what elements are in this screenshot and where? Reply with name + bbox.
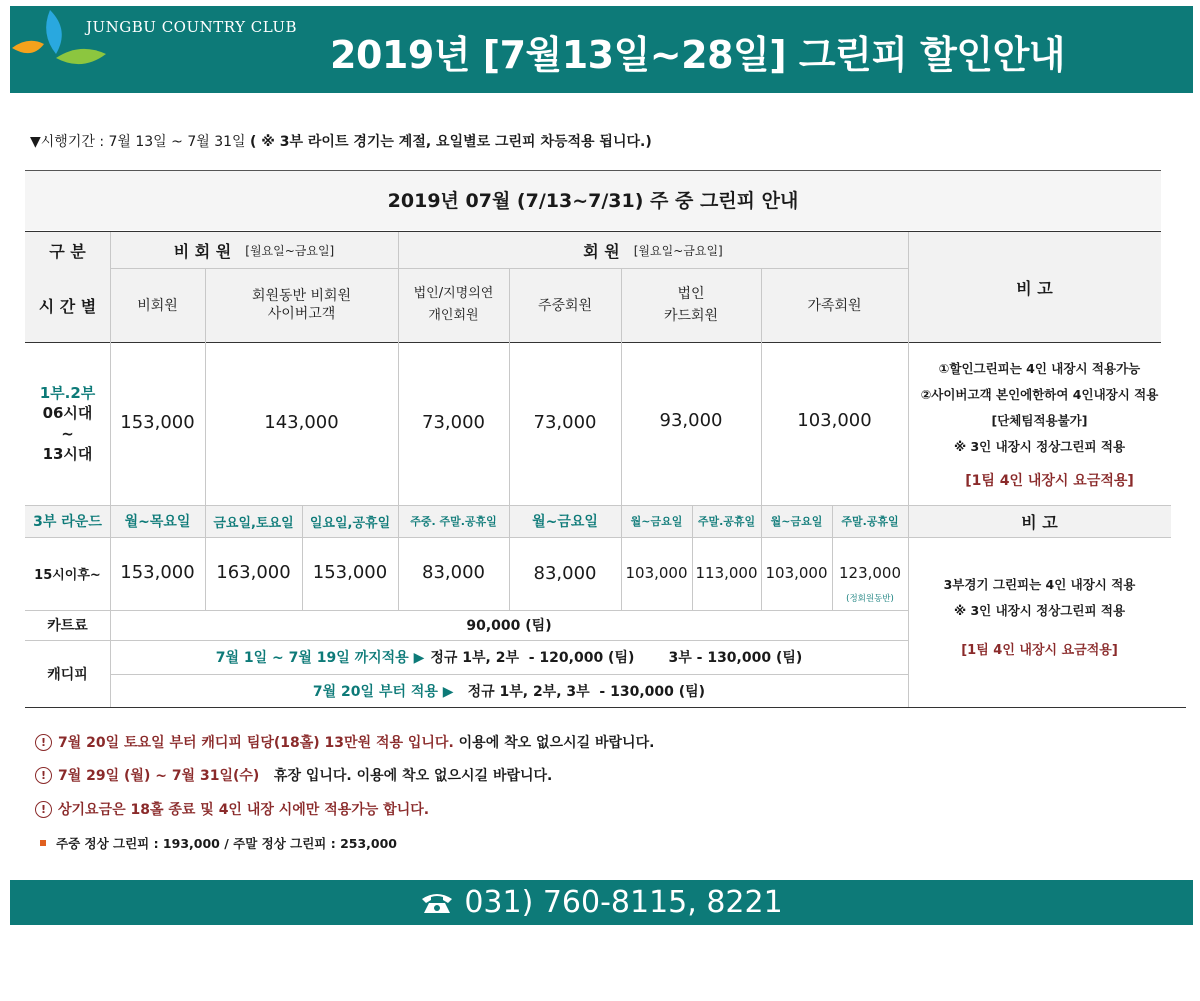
remark-red: [1팀 4인 내장시 요금적용]: [965, 473, 1134, 489]
cart-value: 90,000 (팀): [466, 618, 552, 634]
telephone-icon: [420, 891, 454, 915]
price-cell: 143,000: [264, 411, 339, 433]
normal-fee-line: [40, 834, 397, 852]
warning-icon: !: [35, 767, 52, 784]
col-corporate: 법인/지명의연 개인회원: [413, 285, 494, 323]
notice-2-red: 7월 29일 (월) ~ 7월 31일(수): [58, 768, 260, 784]
header-nonmember: [110, 232, 398, 268]
session3-remarks-header: 비 고: [1021, 512, 1058, 532]
caddie-line-1: [110, 640, 908, 674]
notice-3: [35, 799, 429, 819]
day-cell: 주중. 주말.공휴일: [410, 515, 497, 528]
price-cell: 123,000: [838, 564, 902, 582]
day-cell: 일요일,공휴일: [309, 515, 391, 531]
day-cell: 월~금요일: [770, 515, 823, 528]
warning-icon: !: [35, 734, 52, 751]
notice-3-red: 상기요금은 18홀 종료 및 4인 내장 시에만 적용가능 합니다.: [58, 802, 430, 818]
header-nonmember-days: [월요일~금요일]: [245, 243, 335, 258]
caddie-line-1-period: 7월 1일 ~ 7월 19일 까지적용 ▶: [215, 650, 425, 666]
session3-label: 3부 라운드: [33, 514, 102, 530]
price-cell: 73,000: [422, 411, 485, 433]
period-note: ( ※ 3부 라이트 경기는 계절, 요일별로 그린피 차등적용 됩니다.): [250, 134, 652, 150]
session12-tilde: ~: [61, 424, 74, 443]
price-cell: 103,000: [797, 409, 872, 431]
remark-line: ②사이버고객 본인에한하여 4인내장시 적용: [920, 387, 1159, 402]
table-top-border: [25, 170, 1161, 171]
session12-to: 13시대: [42, 444, 93, 463]
sub-note: (정회원동반): [846, 594, 894, 604]
day-cell: 월~목요일: [124, 514, 191, 530]
header-remarks: 비 고: [1016, 278, 1053, 298]
caddie-line-2: [110, 674, 908, 707]
col-card: 법인 카드회원: [663, 285, 719, 324]
price-cell: 103,000: [625, 564, 688, 582]
normal-fee: 주중 정상 그린피 : 193,000 / 주말 정상 그린피 : 253,000: [56, 836, 397, 851]
day-cell: 주말.공휴일: [697, 515, 756, 528]
price-cell: 153,000: [120, 561, 195, 583]
day-cell: 월~금요일: [630, 515, 683, 528]
session12-name: 1부.2부: [39, 384, 96, 402]
price-cell: 153,000: [312, 561, 388, 583]
remark-red: [1팀 4인 내장시 요금적용]: [961, 643, 1118, 658]
table-banner: 2019년 07월 (7/13~7/31) 주 중 그린피 안내: [387, 190, 799, 212]
remark-line: 3부경기 그린피는 4인 내장시 적용: [943, 577, 1136, 592]
col-weekday: 주중회원: [537, 298, 593, 314]
header-member: [398, 232, 908, 268]
remark-line: ①할인그린피는 4인 내장시 적용가능: [938, 361, 1141, 376]
session12-from: 06시대: [42, 404, 93, 423]
phone-line: [10, 880, 1193, 925]
header-time: 시 간 별: [38, 296, 97, 316]
session3-remarks: [908, 572, 1171, 664]
day-cell: 주말.공휴일: [841, 515, 899, 528]
header-member-label: 회 원: [583, 241, 620, 261]
cart-label: 카트료: [47, 618, 88, 634]
header-member-days: [월요일~금요일]: [633, 243, 723, 258]
session12-remarks: [908, 356, 1171, 494]
bullet-icon: [40, 840, 46, 846]
rule: [25, 707, 1186, 708]
page-title: 2019년 [7월13일~28일] 그린피 할인안내: [330, 33, 1066, 77]
caddie-line-2-period: 7월 20일 부터 적용 ▶: [312, 683, 454, 700]
col-accompanied: 회원동반 비회원 사이버고객: [251, 287, 352, 322]
price-cell: 73,000: [533, 411, 597, 433]
day-cell: 금요일,토요일: [213, 515, 294, 531]
price-cell: 163,000: [216, 561, 291, 583]
period-label: ▼시행기간 : 7월 13일 ~ 7월 31일: [30, 134, 246, 150]
notice-1-black: 이용에 착오 없으시길 바랍니다.: [453, 735, 655, 751]
price-cell: 153,000: [120, 411, 195, 433]
phone-number[interactable]: 031) 760-8115, 8221: [464, 885, 783, 920]
notice-2: [35, 765, 552, 785]
price-cell: 103,000: [765, 564, 828, 582]
period-line: [30, 131, 652, 151]
price-cell: 83,000: [422, 561, 485, 583]
price-cell: 93,000: [659, 409, 723, 431]
club-name: JUNGBU COUNTRY CLUB: [86, 18, 298, 36]
caddie-line-1-fee: 정규 1부, 2부 - 120,000 (팀) 3부 - 130,000 (팀): [430, 650, 803, 666]
header-nonmember-label: 비 회 원: [173, 241, 232, 261]
header-gubun: 구 분: [49, 241, 86, 261]
notice-1: [35, 732, 654, 752]
col-family: 가족회원: [807, 298, 862, 314]
notice-1-red: 7월 20일 토요일 부터 캐디피 팀당(18홀) 13만원 적용 입니다.: [58, 735, 454, 751]
col-nonmember: 비회원: [137, 298, 178, 314]
session3-time: 15시이후~: [34, 568, 101, 583]
caddie-label: 캐디피: [47, 666, 88, 683]
remark-line: [단체팀적용불가]: [991, 413, 1088, 428]
price-cell: 113,000: [695, 564, 758, 582]
day-cell: 월~금요일: [532, 514, 598, 530]
caddie-line-2-fee: 정규 1부, 2부, 3부 - 130,000 (팀): [467, 683, 706, 700]
warning-icon: !: [35, 801, 52, 818]
session12-label: [25, 342, 110, 505]
price-cell: 83,000: [533, 562, 597, 584]
remark-line: ※ 3인 내장시 정상그린피 적용: [953, 603, 1126, 618]
notice-2-black: 휴장 입니다. 이용에 착오 없으시길 바랍니다.: [259, 768, 553, 784]
remark-line: ※ 3인 내장시 정상그린피 적용: [953, 439, 1126, 454]
